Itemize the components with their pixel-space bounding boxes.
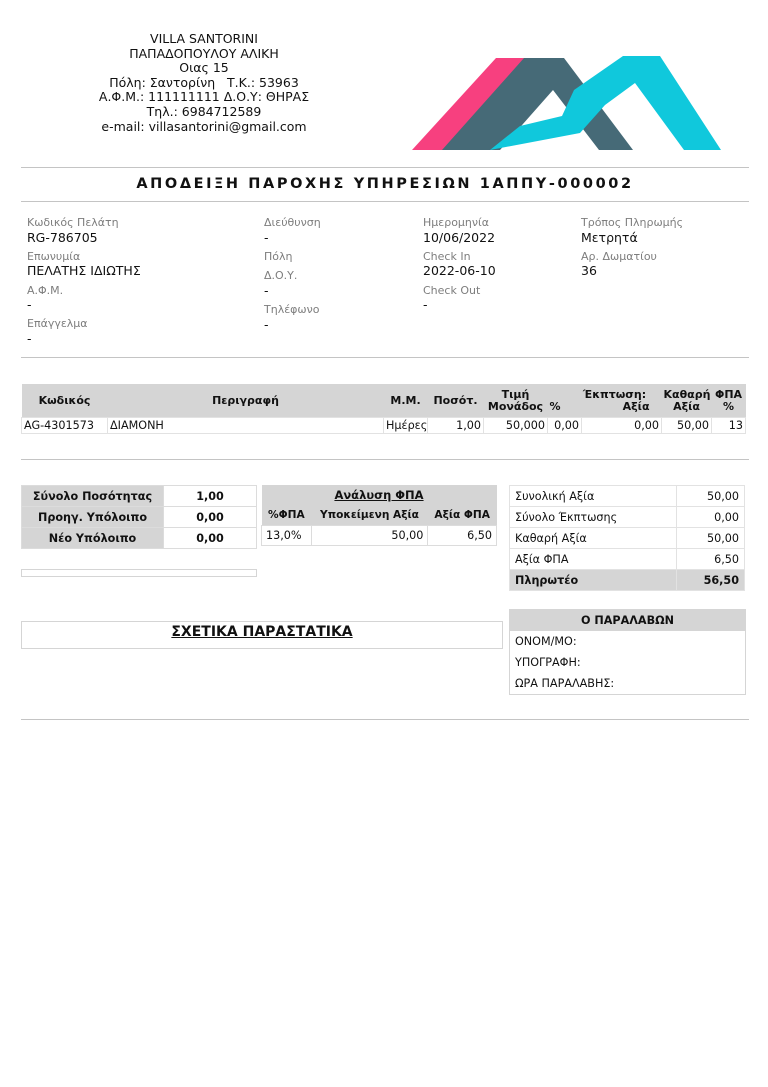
- customer-doy-label: Δ.Ο.Υ.: [264, 269, 298, 282]
- receiver-box: [509, 609, 746, 695]
- prev-balance-label: Προηγ. Υπόλοιπο: [22, 507, 164, 528]
- customer-phone-label: Τηλέφωνο: [264, 303, 320, 316]
- col-discount: [548, 384, 662, 418]
- divider-top: [21, 167, 749, 168]
- table-row: [22, 507, 257, 528]
- total-qty: 1,00: [164, 486, 257, 507]
- prev-balance: 0,00: [164, 507, 257, 528]
- item-price: 50,000: [484, 418, 548, 434]
- divider-items: [21, 459, 749, 460]
- receiver-name: ΟΝΟΜ/ΜΟ:: [515, 635, 577, 648]
- customer-code-label: Κωδικός Πελάτη: [27, 216, 119, 229]
- items-header-row: [22, 384, 746, 418]
- receiver-signature: ΥΠΟΓΡΑΦΗ:: [515, 656, 581, 669]
- col-description: Περιγραφή: [108, 384, 384, 418]
- vat-pct: 13,0%: [262, 526, 312, 546]
- total-discount-label: Σύνολο Έκπτωσης: [510, 507, 677, 528]
- customer-job: -: [27, 331, 32, 346]
- checkout-value: -: [423, 297, 428, 312]
- amount-summary: [509, 485, 745, 591]
- table-row: [22, 486, 257, 507]
- col-unit-price-line2: Μονάδος: [487, 399, 544, 413]
- new-balance: 0,00: [164, 528, 257, 549]
- empty-box: [21, 569, 257, 577]
- col-unit-price: [484, 384, 548, 418]
- item-description: ΔΙΑΜΟΝΗ: [108, 418, 384, 434]
- item-discount-pct: 0,00: [548, 418, 582, 434]
- payable-amount: 56,50: [676, 570, 744, 591]
- col-unit-price-line1: Τιμή: [501, 387, 530, 401]
- company-info: [60, 32, 348, 134]
- customer-doy: -: [264, 283, 269, 298]
- vat-base: 50,00: [311, 526, 428, 546]
- quantity-totals: [21, 485, 257, 549]
- item-code: AG-4301573: [22, 418, 108, 434]
- col-code: Κωδικός: [22, 384, 108, 418]
- checkin-value: 2022-06-10: [423, 263, 496, 278]
- total-qty-label: Σύνολο Ποσότητας: [22, 486, 164, 507]
- total-discount: 0,00: [676, 507, 744, 528]
- table-row: [22, 418, 746, 434]
- related-documents-title: ΣΧΕΤΙΚΑ ΠΑΡΑΣΤΑΤΙΚΑ: [171, 624, 353, 640]
- col-vat: [712, 384, 746, 418]
- item-unit: Ημέρες: [384, 418, 428, 434]
- table-row: [510, 486, 745, 507]
- customer-afm-label: Α.Φ.Μ.: [27, 284, 64, 297]
- vat-col-base: Υποκείμενη Αξία: [311, 505, 428, 526]
- table-row: [510, 507, 745, 528]
- checkout-label: Check Out: [423, 284, 481, 297]
- table-row: [22, 528, 257, 549]
- receiver-title: Ο ΠΑΡΑΛΑΒΩΝ: [510, 610, 745, 631]
- vat-value: 6,50: [428, 526, 497, 546]
- total-value: 50,00: [676, 486, 744, 507]
- payable-row: [510, 570, 745, 591]
- vat-col-value: Αξία ΦΠΑ: [428, 505, 497, 526]
- vat-amount-label: Αξία ΦΠΑ: [510, 549, 677, 570]
- company-tax: Α.Φ.Μ.: 111111111 Δ.Ο.Υ: ΘΗΡΑΣ: [98, 89, 310, 105]
- vat-col-pct: %ΦΠΑ: [262, 505, 312, 526]
- col-net: [662, 384, 712, 418]
- col-net-line2: Αξία: [673, 399, 700, 413]
- document-title: ΑΠΟΔΕΙΞΗ ΠΑΡΟΧΗΣ ΥΠΗΡΕΣΙΩΝ 1ΑΠΠΥ-000002: [136, 176, 634, 192]
- items-table: [21, 384, 746, 434]
- company-owner: ΠΑΠΑΔΟΠΟΥΛΟΥ ΑΛΙΚΗ: [129, 45, 279, 61]
- company-city: Πόλη: Σαντορίνη Τ.Κ.: 53963: [109, 74, 299, 90]
- divider-title: [21, 201, 749, 202]
- table-row: [510, 528, 745, 549]
- payment-method: Μετρητά: [581, 230, 638, 245]
- new-balance-label: Νέο Υπόλοιπο: [22, 528, 164, 549]
- date-label: Ημερομηνία: [423, 216, 490, 229]
- vat-title-row: [262, 485, 497, 505]
- item-discount-value: 0,00: [582, 418, 662, 434]
- company-address: Οιας 15: [179, 60, 229, 76]
- col-discount-pct: %: [549, 399, 561, 413]
- payment-method-label: Τρόπος Πληρωμής: [581, 216, 684, 229]
- customer-job-label: Επάγγελμα: [27, 317, 88, 330]
- room-number-label: Αρ. Δωματίου: [581, 250, 657, 263]
- company-email: e-mail: villasantorini@gmail.com: [101, 118, 307, 134]
- item-qty: 1,00: [428, 418, 484, 434]
- col-discount-sub: [548, 401, 662, 413]
- room-number: 36: [581, 263, 597, 278]
- customer-code: RG-786705: [27, 230, 98, 245]
- item-net: 50,00: [662, 418, 712, 434]
- vat-analysis-title: Ανάλυση ΦΠΑ: [262, 485, 497, 505]
- customer-city-label: Πόλη: [264, 250, 293, 263]
- related-documents: [21, 621, 503, 649]
- col-vat-line2: %: [723, 399, 735, 413]
- company-logo: [412, 56, 724, 150]
- net-value: 50,00: [676, 528, 744, 549]
- vat-header-row: [262, 505, 497, 526]
- receiver-time: ΩΡΑ ΠΑΡΑΛΑΒΗΣ:: [515, 677, 615, 690]
- date-value: 10/06/2022: [423, 230, 496, 245]
- customer-afm: -: [27, 297, 32, 312]
- col-discount-title: Έκπτωση:: [582, 387, 647, 401]
- customer-address-label: Διεύθυνση: [264, 216, 321, 229]
- col-qty: Ποσότ.: [428, 384, 484, 418]
- table-row: [510, 549, 745, 570]
- customer-phone: -: [264, 317, 269, 332]
- checkin-label: Check In: [423, 250, 471, 263]
- net-value-label: Καθαρή Αξία: [510, 528, 677, 549]
- customer-name: ΠΕΛΑΤΗΣ ΙΔΙΩΤΗΣ: [27, 263, 141, 278]
- divider-bottom: [21, 719, 749, 720]
- company-name: VILLA SANTORINI: [150, 31, 258, 46]
- divider-customer: [21, 357, 749, 358]
- col-discount-value: Αξία: [622, 399, 650, 413]
- item-vat: 13: [712, 418, 746, 434]
- company-phone: Τηλ.: 6984712589: [146, 103, 262, 119]
- table-row: [262, 526, 497, 546]
- col-net-line1: Καθαρή: [663, 387, 711, 401]
- col-vat-line1: ΦΠΑ: [714, 387, 743, 401]
- payable-label: Πληρωτέο: [510, 570, 677, 591]
- vat-analysis: [261, 485, 497, 546]
- customer-name-label: Επωνυμία: [27, 250, 81, 263]
- total-value-label: Συνολική Αξία: [510, 486, 677, 507]
- vat-amount: 6,50: [676, 549, 744, 570]
- col-unit: Μ.Μ.: [384, 384, 428, 418]
- customer-address: -: [264, 230, 269, 245]
